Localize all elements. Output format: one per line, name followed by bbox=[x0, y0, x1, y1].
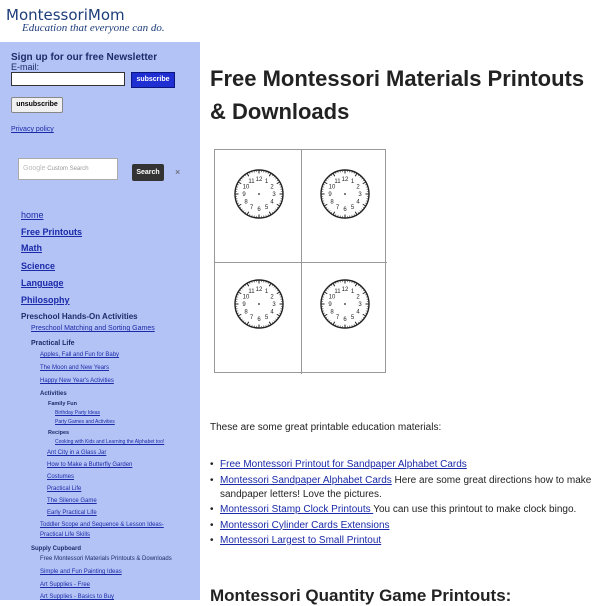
search-input[interactable] bbox=[18, 158, 118, 180]
clock-face-icon bbox=[233, 168, 285, 220]
clock-number: 12 bbox=[256, 177, 263, 183]
clock-number: 7 bbox=[250, 205, 254, 211]
clock-number: 6 bbox=[257, 207, 261, 213]
nav-language[interactable]: Language bbox=[21, 278, 64, 288]
nav-early-practical[interactable]: Early Practical Life bbox=[47, 510, 97, 516]
list-item bbox=[210, 534, 595, 548]
nav-art-basics[interactable]: Art Supplies - Basics to Buy bbox=[40, 594, 114, 600]
site-logo[interactable]: MontessoriMom bbox=[6, 6, 125, 24]
link-stamp-clock[interactable]: Montessori Stamp Clock Printouts bbox=[220, 504, 373, 515]
clock-number: 12 bbox=[342, 177, 349, 183]
clock-number: 10 bbox=[243, 295, 250, 301]
nav-science[interactable]: Science bbox=[21, 261, 55, 271]
link-description: Here are some great directions how to make sandpaper letters! Love the pictures. bbox=[220, 475, 591, 500]
clock-number: 11 bbox=[248, 289, 255, 295]
clock-number: 11 bbox=[248, 179, 255, 185]
clock-number: 8 bbox=[330, 200, 334, 206]
clock-number: 11 bbox=[334, 289, 341, 295]
clock-number: 2 bbox=[356, 185, 360, 191]
clock-number: 3 bbox=[358, 192, 362, 198]
clock-number: 2 bbox=[270, 295, 274, 301]
nav-activities[interactable]: Activities bbox=[40, 391, 67, 397]
nav-party-games[interactable]: Party Games and Activities bbox=[55, 419, 115, 425]
clock-face-icon bbox=[319, 168, 371, 220]
section-heading: Montessori Quantity Game Printouts: bbox=[210, 586, 511, 606]
clock-number: 1 bbox=[265, 179, 269, 185]
clock-number: 8 bbox=[244, 310, 248, 316]
clock-number: 8 bbox=[330, 310, 334, 316]
clock-number: 9 bbox=[242, 192, 246, 198]
link-description: You can use this printout to make clock bingo. bbox=[373, 504, 576, 515]
email-field[interactable] bbox=[11, 72, 125, 86]
clock-face-icon bbox=[233, 278, 285, 330]
clock-number: 8 bbox=[244, 200, 248, 206]
nav-free-materials-current: Free Montessori Materials Printouts & Downloads bbox=[40, 556, 172, 562]
clock-face-icon bbox=[319, 278, 371, 330]
clock-number: 7 bbox=[250, 315, 254, 321]
grid-divider-horizontal bbox=[215, 262, 387, 263]
intro-text: These are some great printable education materials: bbox=[210, 422, 441, 433]
nav-costumes[interactable]: Costumes bbox=[47, 474, 74, 480]
nav-practical-life[interactable]: Practical Life bbox=[31, 340, 75, 347]
nav-toddler[interactable]: Toddler Scope and Sequence & Lesson Ideas- bbox=[40, 522, 164, 528]
clock-number: 1 bbox=[265, 289, 269, 295]
clock-number: 7 bbox=[336, 315, 340, 321]
clock-center bbox=[344, 193, 346, 195]
clock-number: 1 bbox=[351, 179, 355, 185]
list-item bbox=[210, 458, 595, 472]
list-item bbox=[210, 519, 595, 533]
nav-new-year[interactable]: Happy New Year's Activities bbox=[40, 378, 114, 384]
clock-center bbox=[258, 193, 260, 195]
nav-moon[interactable]: The Moon and New Years bbox=[40, 365, 109, 371]
link-sandpaper-printout[interactable]: Free Montessori Printout for Sandpaper Alphabet Cards bbox=[220, 459, 467, 470]
list-item bbox=[210, 474, 595, 502]
nav-silence-game[interactable]: The Silence Game bbox=[47, 498, 97, 504]
clock-number: 4 bbox=[270, 200, 274, 206]
clock-number: 6 bbox=[343, 207, 347, 213]
privacy-policy-link[interactable]: Privacy policy bbox=[11, 126, 54, 133]
nav-ant-city[interactable]: Ant City in a Glass Jar bbox=[47, 450, 106, 456]
clock-number: 4 bbox=[270, 310, 274, 316]
clock-number: 12 bbox=[256, 287, 263, 293]
clock-number: 10 bbox=[329, 295, 336, 301]
materials-list bbox=[210, 458, 595, 550]
clock-number: 9 bbox=[328, 302, 332, 308]
nav-home[interactable]: home bbox=[21, 210, 44, 220]
link-largest-small[interactable]: Montessori Largest to Small Printout bbox=[220, 535, 381, 546]
nav-math[interactable]: Math bbox=[21, 243, 42, 253]
google-brand: Google bbox=[23, 165, 46, 172]
nav-supply-cupboard[interactable]: Supply Cupboard bbox=[31, 546, 81, 552]
clock-number: 3 bbox=[272, 192, 276, 198]
nav-apples[interactable]: Apples, Fall and Fun for Baby bbox=[40, 352, 119, 358]
nav-practical-life-2[interactable]: Practical Life bbox=[47, 486, 81, 492]
nav-art-free[interactable]: Art Supplies - Free bbox=[40, 582, 90, 588]
clock-number: 5 bbox=[265, 205, 269, 211]
nav-recipes[interactable]: Recipes bbox=[48, 430, 69, 436]
clock-number: 6 bbox=[343, 317, 347, 323]
nav-free-printouts[interactable]: Free Printouts bbox=[21, 227, 82, 237]
nav-toddler-line2[interactable]: Practical Life Skills bbox=[40, 532, 90, 538]
nav-preschool-matching[interactable]: Preschool Matching and Sorting Games bbox=[31, 325, 155, 332]
clock-number: 10 bbox=[329, 185, 336, 191]
clock-printout-image[interactable] bbox=[214, 149, 386, 373]
nav-butterfly[interactable]: How to Make a Butterfly Garden bbox=[47, 462, 132, 468]
clock-number: 3 bbox=[358, 302, 362, 308]
clock-number: 6 bbox=[257, 317, 261, 323]
list-item bbox=[210, 503, 595, 517]
search-button[interactable]: Search bbox=[132, 164, 164, 181]
clear-search-icon[interactable]: × bbox=[175, 167, 180, 177]
clock-number: 7 bbox=[336, 205, 340, 211]
clock-number: 12 bbox=[342, 287, 349, 293]
nav-cooking[interactable]: Cooking with Kids and Learning the Alphabet too! bbox=[55, 439, 164, 445]
link-cylinder-cards[interactable]: Montessori Cylinder Cards Extensions bbox=[220, 520, 390, 531]
email-label: E-mail: bbox=[11, 62, 39, 72]
clock-number: 5 bbox=[351, 315, 355, 321]
clock-number: 5 bbox=[351, 205, 355, 211]
clock-number: 4 bbox=[356, 310, 360, 316]
unsubscribe-button[interactable]: unsubscribe bbox=[11, 97, 63, 113]
page-title: Free Montessori Materials Printouts & Downloads bbox=[210, 62, 590, 128]
nav-preschool[interactable]: Preschool Hands-On Activities bbox=[21, 312, 138, 321]
nav-philosophy[interactable]: Philosophy bbox=[21, 295, 70, 305]
site-tagline: Education that everyone can do. bbox=[22, 22, 165, 34]
clock-number: 5 bbox=[265, 315, 269, 321]
subscribe-button[interactable]: subscribe bbox=[131, 72, 175, 88]
nav-family-fun[interactable]: Family Fun bbox=[48, 401, 77, 407]
clock-number: 3 bbox=[272, 302, 276, 308]
clock-number: 2 bbox=[356, 295, 360, 301]
clock-number: 10 bbox=[243, 185, 250, 191]
nav-birthday[interactable]: Birthday Party Ideas bbox=[55, 410, 100, 416]
clock-number: 11 bbox=[334, 179, 341, 185]
site-header bbox=[0, 0, 600, 42]
clock-number: 9 bbox=[242, 302, 246, 308]
clock-number: 2 bbox=[270, 185, 274, 191]
clock-number: 4 bbox=[356, 200, 360, 206]
nav-painting[interactable]: Simple and Fun Painting Ideas bbox=[40, 569, 122, 575]
clock-number: 9 bbox=[328, 192, 332, 198]
link-sandpaper-cards[interactable]: Montessori Sandpaper Alphabet Cards bbox=[220, 475, 392, 486]
clock-center bbox=[344, 303, 346, 305]
search-placeholder: Custom Search bbox=[47, 166, 88, 172]
newsletter-title: Sign up for our free Newsletter bbox=[11, 52, 157, 63]
clock-center bbox=[258, 303, 260, 305]
clock-number: 1 bbox=[351, 289, 355, 295]
